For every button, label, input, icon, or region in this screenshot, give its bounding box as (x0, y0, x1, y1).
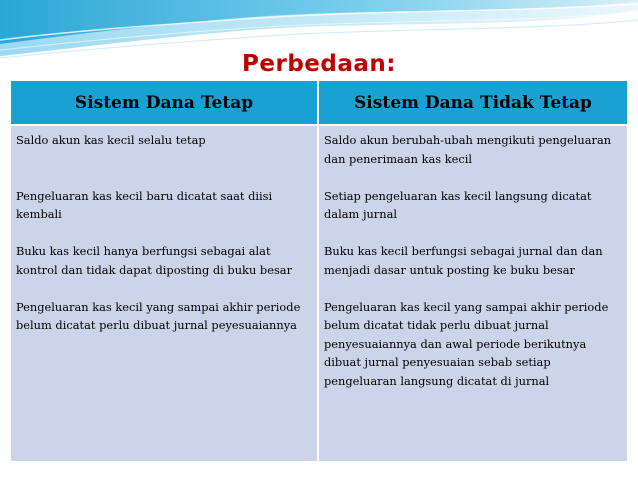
fluctuating-point-4: Pengeluaran kas kecil yang sampai akhir periode belum dicatat tidak perlu dibuat jurnal penyesuaiannya dan awal periode berikutnya dibuat jurnal penyesuaian sebab setiap pengeluaran langsung dicatat di jurnal (324, 299, 609, 388)
header-fluctuating-fund-system: Sistem Dana Tidak Tetap (318, 81, 627, 125)
table-row (11, 125, 627, 461)
slide-title: Perbedaan: (242, 51, 396, 77)
fixed-point-3: Buku kas kecil hanya berfungsi sebagai alat kontrol dan tidak dapat diposting di buku besar (16, 244, 293, 277)
table-header-row (11, 81, 627, 125)
fluctuating-point-1: Saldo akun berubah-ubah mengikuti pengeluaran dan penerimaan kas kecil (324, 133, 612, 166)
fixed-fund-cell (11, 125, 318, 461)
fluctuating-point-2: Setiap pengeluaran kas kecil langsung dicatat dalam jurnal (324, 188, 592, 221)
fixed-point-2: Pengeluaran kas kecil baru dicatat saat diisi kembali (16, 188, 273, 221)
fixed-point-1: Saldo akun kas kecil selalu tetap (16, 133, 206, 147)
header-fixed-fund-system: Sistem Dana Tetap (11, 81, 318, 125)
fluctuating-point-3: Buku kas kecil berfungsi sebagai jurnal dan dan menjadi dasar untuk posting ke buku besar (324, 244, 603, 277)
comparison-table (11, 81, 627, 461)
fluctuating-fund-cell (318, 125, 627, 461)
fixed-point-4: Pengeluaran kas kecil yang sampai akhir periode belum dicatat perlu dibuat jurnal peyesuaiannya (16, 299, 301, 332)
